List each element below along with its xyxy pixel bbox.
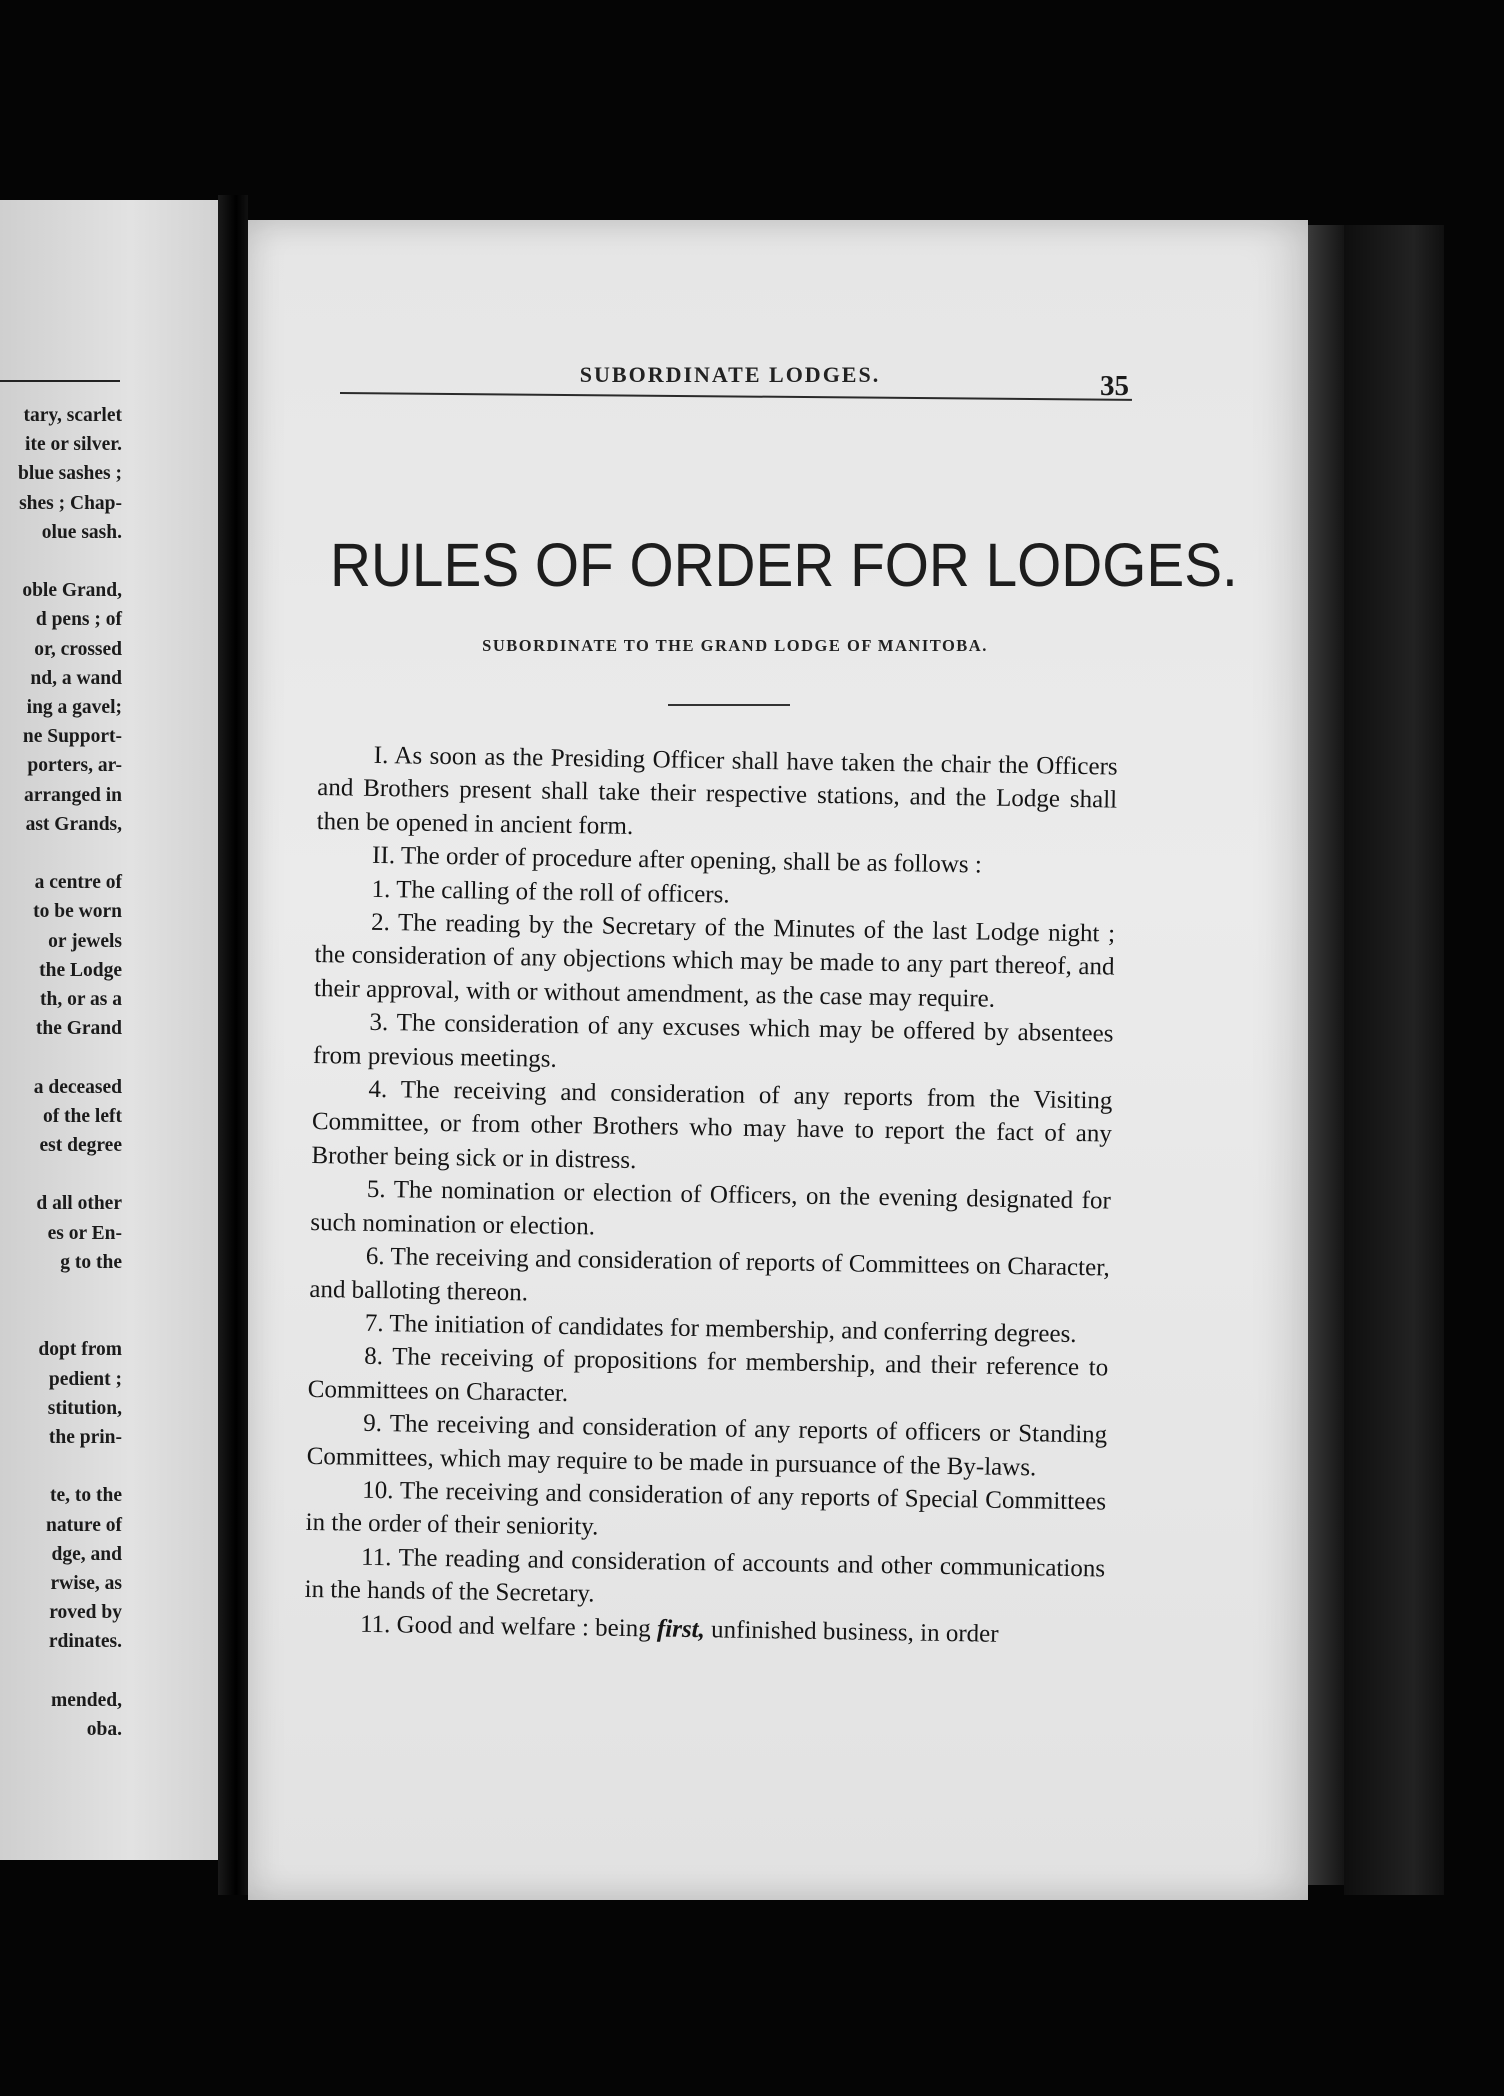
left-page-line: the Lodge [39,959,122,981]
rule-text: As soon as the Presiding Officer shall have taken the chair the Officers and Brothers present shall take their respective stations, and the Lodge shall then be opened in ancient form. [316,742,1118,840]
left-page-line: pedient ; [48,1368,122,1390]
left-page-line: rdinates. [48,1631,122,1653]
left-page-line: shes ; Chap- [19,492,122,514]
order-item-number: 9. [363,1409,383,1438]
order-item-number: 2. [370,908,391,937]
left-page-line: te, to the [49,1485,122,1507]
order-item [314,905,1115,1018]
book-gutter [218,195,248,1895]
left-page-line: blue sashes ; [17,463,122,485]
order-item [309,1239,1110,1318]
left-page-line: a centre of [34,872,122,894]
order-item-number: 11. [360,1543,392,1572]
order-item [310,1172,1111,1251]
order-item-emphasis: first, [656,1614,706,1643]
order-item-text: The initiation of candidates for membership, and conferring degrees. [389,1310,1077,1348]
running-head: SUBORDINATE LODGES. [579,362,881,387]
order-item-text: The reading and consideration of accounts and other communications in the hands of the Secretary. [304,1544,1106,1608]
left-page-line: or, crossed [34,638,122,660]
left-page-text [0,405,140,1860]
left-page-line: dge, and [51,1543,122,1565]
order-item-text: unfinished business, in order [710,1615,999,1648]
left-page-line: es or En- [47,1222,122,1244]
left-page-line: porters, ar- [27,755,122,777]
order-item-text: The calling of the roll of officers. [395,875,730,909]
left-page-line: nature of [45,1514,122,1536]
left-page-line: to be worn [33,901,122,923]
order-item-text: The receiving of propositions for membership, and their reference to Committees on Character. [307,1343,1109,1407]
order-item-text: The receiving and consideration of any reports of officers or Standing Committees, which may require to be made in pursuance of the By-laws. [306,1410,1108,1481]
rule-paragraph [316,738,1117,851]
order-item-number: 7. [364,1309,384,1338]
rule-number: I. [373,741,389,770]
left-page-line: est degree [39,1135,122,1156]
left-page [0,200,218,1860]
left-page-line: d all other [36,1193,122,1215]
page-number: 35 [1100,370,1129,402]
order-item-text: The consideration of any excuses which may be offered by absentees from previous meetings. [312,1009,1114,1073]
left-page-line: roved by [49,1602,122,1624]
left-page-line: tary, scarlet [23,405,122,426]
order-item-text: Good and welfare : being [396,1610,651,1642]
left-page-line: d pens ; of [35,609,122,631]
left-page-line: or jewels [48,930,122,952]
order-item [313,1005,1114,1084]
page-title: RULES OF ORDER FOR LODGES. [330,531,1238,599]
order-item [305,1473,1106,1552]
left-page-line: the Grand [35,1018,122,1040]
order-item-text: The reading by the Secretary of the Minutes of the last Lodge night ; the consideration of any objections which may be made to any part thereof, and their approval, with or without amendment, as the case may require. [313,909,1116,1013]
order-item-text: The receiving and consideration of reports of Committees on Character, and balloting thereon. [309,1243,1110,1306]
left-page-line: of the left [42,1105,122,1127]
order-item-text: The nomination or election of Officers, on the evening designated for such nomination or election. [310,1176,1112,1241]
left-page-line: rwise, as [50,1573,122,1594]
order-item-number: 10. [361,1476,394,1505]
left-page-line: oble Grand, [22,580,122,602]
order-item-number: 3. [369,1009,389,1037]
order-item [308,1339,1109,1418]
book-cover-edge [1344,225,1444,1895]
rule-number: II. [371,842,396,870]
order-item-number: 8. [364,1343,384,1371]
left-page-line: the prin- [48,1427,122,1448]
order-item [311,1072,1112,1185]
order-item-text: The receiving and consideration of any reports from the Visiting Committee, or from other Brothers who may have to report the fact of any Brother being sick or in distress. [311,1076,1113,1174]
order-item-number: 5. [366,1176,386,1204]
left-page-line: arranged in [23,784,122,806]
left-page-line: olue sash. [41,521,122,543]
left-page-line: dopt from [38,1339,122,1361]
page-edge-shadow [1308,225,1344,1885]
page-subtitle: SUBORDINATE TO THE GRAND LODGE OF MANITOBA. [482,636,988,655]
title-divider [668,704,790,706]
left-page-line: a deceased [33,1076,122,1098]
left-page-line: oba. [86,1719,122,1740]
order-item-number: 1. [371,875,391,903]
order-item-number: 11. [359,1610,391,1638]
left-page-line: g to the [60,1251,122,1273]
rules-body [301,738,1118,1810]
left-page-line: ne Support- [22,726,122,748]
order-item-text: The receiving and consideration of any reports of Special Committees in the order of their seniority. [305,1477,1107,1541]
left-page-line: th, or as a [40,989,122,1010]
order-item [306,1406,1107,1485]
left-page-line: ast Grands, [25,813,122,835]
order-item-number: 4. [368,1075,388,1104]
left-page-line: ite or silver. [25,434,122,456]
left-page-line: stitution, [47,1397,122,1419]
rule-text: The order of procedure after opening, shall be as follows : [400,842,983,879]
order-item-number: 6. [365,1242,385,1271]
left-page-line: nd, a wand [30,667,122,689]
left-page-rule [0,380,120,382]
left-page-line: mended, [51,1689,122,1711]
left-page-line: ing a gavel; [26,697,122,718]
order-item [304,1540,1105,1619]
